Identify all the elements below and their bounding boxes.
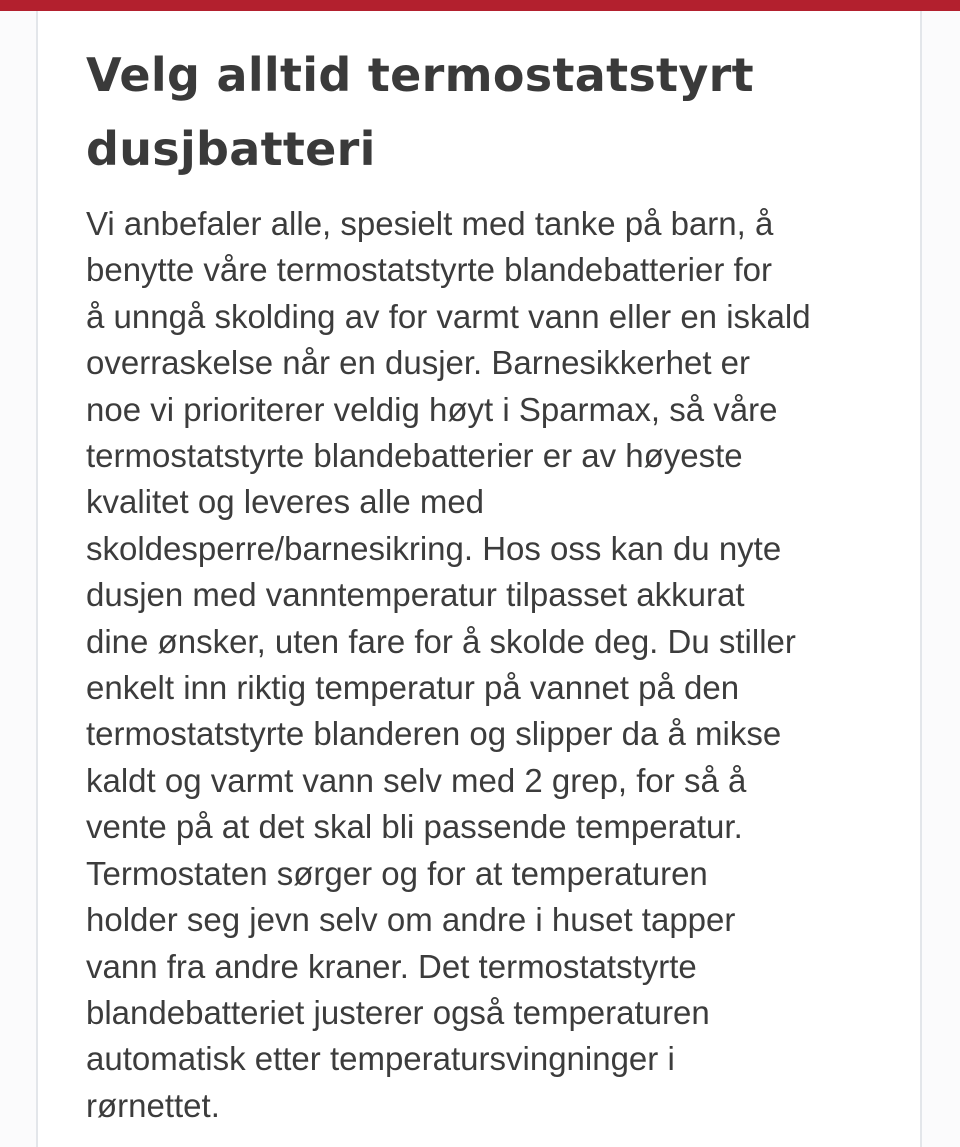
body-line: kaldt og varmt vann selv med 2 grep, for så å [86,761,747,799]
heading-line: dusjbatteri [86,122,376,176]
body-line: å unngå skolding av for varmt vann eller en iskald [86,297,811,335]
right-margin [922,11,960,1147]
article-body [86,201,886,1129]
left-margin [0,11,36,1147]
body-line: holder seg jevn selv om andre i huset tapper [86,901,736,939]
body-line: noe vi prioriterer veldig høyt i Sparmax, så våre [86,390,778,428]
body-line: vente på at det skal bli passende temperatur. [86,808,743,846]
body-line: blandebatteriet justerer også temperaturen [86,993,710,1031]
body-line: termostatstyrte blanderen og slipper da å mikse [86,715,782,753]
body-line: enkelt inn riktig temperatur på vannet på den [86,669,740,707]
body-line: skoldesperre/barnesikring. Hos oss kan du nyte [86,529,782,567]
body-line: automatisk etter temperatursvingninger i [86,1040,675,1078]
top-accent-bar [0,0,960,11]
body-line: benytte våre termostatstyrte blandebatterier for [86,251,773,289]
body-line: overraskelse når en dusjer. Barnesikkerhet er [86,344,750,382]
body-line: termostatstyrte blandebatterier er av høyeste [86,437,743,475]
body-line: vann fra andre kraner. Det termostatstyrte [86,947,697,985]
body-line: Termostaten sørger og for at temperaturen [86,854,708,892]
heading-line: Velg alltid termostatstyrt [86,48,754,102]
body-line: dusjen med vanntemperatur tilpasset akkurat [86,576,745,614]
body-line: rørnettet. [86,1086,220,1124]
article-heading [86,38,886,186]
body-line: dine ønsker, uten fare for å skolde deg. Du stiller [86,622,796,660]
body-line: kvalitet og leveres alle med [86,483,485,521]
body-line: Vi anbefaler alle, spesielt med tanke på barn, å [86,205,774,242]
